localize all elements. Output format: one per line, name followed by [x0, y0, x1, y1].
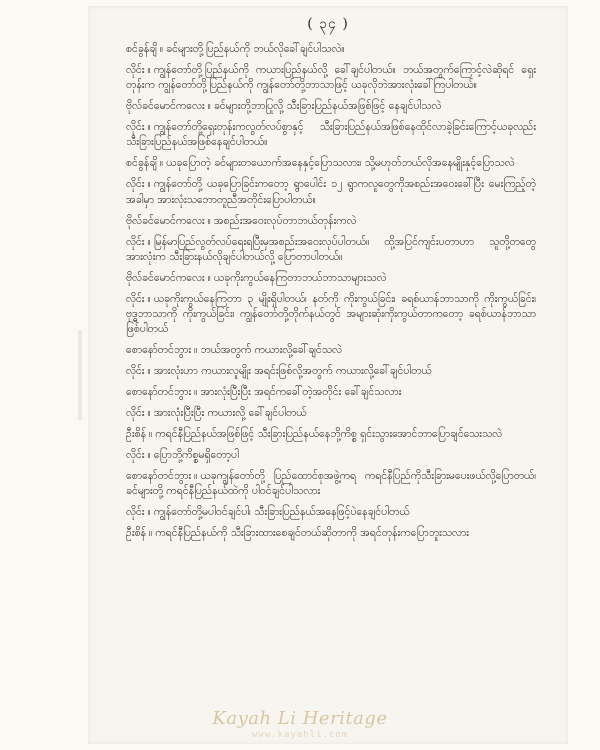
speaker-name: လိုင်း — [126, 235, 145, 248]
speaker-name: လိုင်း — [126, 64, 145, 76]
paragraph-text: အားလုံးပြီးပြီး အရင်ကခေါ်တဲ့အတိုင်း ခေါ်ချင်သလား — [200, 386, 402, 399]
speaker-name: လိုင်း — [126, 449, 145, 462]
book-page — [88, 6, 568, 744]
watermark-url: www.kayahli.com — [251, 730, 349, 740]
paragraph-text: ယခုကျွန်တော်တို့ ပြည်ထောင်စုအဖွဲ့ကရ ကရင်နီပြည်ကိုသီးခြားမပေးဖယ်လို့ပြောတယ်၊ ခင်များတို့ ကရင်နီပြည်နယ်ထဲကို ပါဝင်ချင်ပါသလား — [126, 470, 536, 498]
paragraph-text: ပြောဘို့ကိစ္စမရှိတော့ပါ — [153, 449, 239, 462]
paragraph: ဗိုလ်ခင်မောင်ကလေး ။ ခင်များတို့ဘာပြုလို့ သီးခြားပြည်နယ်အဖြစ်ဖြင့် နေချင်ပါသလဲ — [126, 100, 442, 113]
paragraph: စင်ခွန်ချိ ။ ခင်များတို့ပြည်နယ်ကို ဘယ်လိုခေါ်ချင်ပါသလဲ။ — [126, 43, 345, 55]
speaker-name: ဦးစိန် — [126, 428, 147, 441]
speaker-name: ဦးစိန် — [126, 527, 147, 540]
speaker-name: စင်ခွန်ချိ — [126, 43, 157, 55]
speaker-name: ဗိုလ်ခင်မောင်ကလေး — [126, 214, 205, 227]
paragraph-text: အားလုံးဟာ ကယားလူမျိုး အရင်းဖြစ်လို့အတွက် ကယားလို့ခေါ်ချင်ပါတယ် — [153, 365, 432, 378]
paragraph-text: ဘယ်အတွက် ကယားလို့ခေါ်ချင်သလဲ — [200, 344, 342, 357]
paragraph-text: ခင်များတို့ပြည်နယ်ကို ဘယ်လိုခေါ်ချင်ပါသလဲ။ — [166, 43, 345, 55]
speaker-name: လိုင်း — [126, 121, 145, 134]
paragraph-text: ကျွန်တော်တို့ပြည်နယ်ကို ကယားပြည်နယ်လို့ ခေါ်ချင်ပါတယ်။ ဘယ်အတွက်ကြောင့်လဲဆိုရင် ရှေးတုန်းက ကျွန်တော်တို့ပြည်နယ်ကို ကျွန်တော်တို့ဘာသာဖြင့် ယခုလိုဘဲအားလုံးခေါ်ကြပါတယ်။ — [126, 64, 536, 92]
paragraph: စောနော်တင်ဘွား ။ ယခုကျွန်တော်တို့ ပြည်ထောင်စုအဖွဲ့ကရ ကရင်နီပြည်ကိုသီးခြားမပေးဖယ်လို့ပြောတယ်၊ ခင်များတို့ ကရင်နီပြည်နယ်ထဲကို ပါဝင်ချင်ပါသလား — [126, 470, 536, 498]
watermark-title: Kayah Li Heritage — [212, 708, 388, 729]
transcript-body — [126, 42, 536, 547]
paragraph: လိုင်း ။ ယခုကိုးကွယ်နေကြတာ ၃ မျိုးရှိပါတယ်၊ နတ်ကို ကိုးကွယ်ခြင်း၊ ခရစ်ယာန်ဘာသာကို ကိုးကွယ်ခြင်း၊ ဗုဒ္ဓဘာသာကို ကိုးကွယ်ခြင်း၊ ကျွန်တော်တို့တိုက်နယ်တွင် အများဆုံးကိုးကွယ်တာကတော့ ခရစ်ယာန်ဘာသာဖြစ်ပါတယ် — [126, 292, 536, 336]
paragraph-text: အစည်းအဝေးလုပ်တာဘယ်တုန်းကလဲ — [213, 214, 357, 227]
speaker-name: လိုင်း — [126, 365, 145, 378]
speaker-name: စင်ခွန်ချိ — [126, 157, 157, 170]
speaker-name: လိုင်း — [126, 407, 145, 420]
paragraph: လိုင်း ။ ပြောဘို့ကိစ္စမရှိတော့ပါ — [126, 449, 239, 462]
paragraph-text: ကျွန်တော်တို့မပါဝင်ချင်ပါ၊ သီးခြားပြည်နယ်အနေဖြင့်ပဲနေချင်ပါတယ် — [153, 506, 410, 519]
paragraph-text: အားလုံးပြီးပြီး ကယားလို့ ခေါ်ချင်ပါတယ် — [153, 407, 307, 420]
speaker-name: ဗိုလ်ခင်မောင်ကလေး — [126, 271, 205, 284]
paragraph: လိုင်း ။ ကျွန်တော်တို့ ယခုပြောခြင်းကတော့ ရွာပေါင်း ၁၂ ရွာကလူတွေကိုအစည်းအဝေးခေါ်ပြီး မေးကြည့်တဲ့အခါမှာ အားလုံးသဘောတူညီအတိုင်းပြောပါတယ်။ — [126, 178, 536, 206]
speaker-name: လိုင်း — [126, 506, 145, 519]
paragraph: လိုင်း ။ ကျွန်တော်တို့ပြည်နယ်ကို ကယားပြည်နယ်လို့ ခေါ်ချင်ပါတယ်။ ဘယ်အတွက်ကြောင့်လဲဆိုရင် ရှေးတုန်းက ကျွန်တော်တို့ပြည်နယ်ကို ကျွန်တော်တို့ဘာသာဖြင့် ယခုလိုဘဲအားလုံးခေါ်ကြပါတယ်။ — [126, 64, 536, 92]
speaker-name: စောနော်တင်ဘွား — [126, 470, 192, 483]
paragraph: လိုင်း ။ အားလုံးပြီးပြီး ကယားလို့ ခေါ်ချင်ပါတယ် — [126, 407, 307, 420]
paragraph-text: ကျွန်တော်တို့ ယခုပြောခြင်းကတော့ ရွာပေါင်း ၁၂ ရွာကလူတွေကိုအစည်းအဝေးခေါ်ပြီး မေးကြည့်တဲ့အခါမှာ အားလုံးသဘောတူညီအတိုင်းပြောပါတယ်။ — [126, 178, 536, 206]
paragraph: လိုင်း ။ အားလုံးဟာ ကယားလူမျိုး အရင်းဖြစ်လို့အတွက် ကယားလို့ခေါ်ချင်ပါတယ် — [126, 365, 432, 378]
speaker-name: လိုင်း — [126, 178, 145, 191]
paragraph-text: ကရင်နီပြည်နယ်ကို သီးခြားထားစေချင်တယ်ဆိုတာကို အရင်တုန်းကပြောဘူးသလား — [155, 527, 469, 540]
paragraph: စင်ခွန်ချိ ။ ယခုပြောတဲ့ ခင်များတယောက်အနေနှင့်ပြောသလား၊ သို့မဟုတ်ဘယ်လိုအနေမျိုးနှင့်ပြောသလဲ — [126, 157, 515, 170]
paragraph-text: ယခုပြောတဲ့ ခင်များတယောက်အနေနှင့်ပြောသလား၊ သို့မဟုတ်ဘယ်လိုအနေမျိုးနှင့်ပြောသလဲ — [166, 157, 515, 170]
paragraph: စောနော်တင်ဘွား ။ ဘယ်အတွက် ကယားလို့ခေါ်ချင်သလဲ — [126, 344, 342, 357]
binding-shadow — [78, 330, 82, 420]
paragraph: စောနော်တင်ဘွား ။ အားလုံးပြီးပြီး အရင်ကခေါ်တဲ့အတိုင်း ခေါ်ချင်သလား — [126, 386, 402, 399]
paragraph-text: ယခုကိုးကွယ်နေကြတာဘယ်ဘာသာများသလဲ — [213, 271, 387, 284]
paragraph: လိုင်း ။ ကျွန်တော်တို့မပါဝင်ချင်ပါ၊ သီးခြားပြည်နယ်အနေဖြင့်ပဲနေချင်ပါတယ် — [126, 506, 410, 519]
paragraph: ဗိုလ်ခင်မောင်ကလေး ။ ယခုကိုးကွယ်နေကြတာဘယ်ဘာသာများသလဲ — [126, 271, 387, 284]
speaker-name: ဗိုလ်ခင်မောင်ကလေး — [126, 100, 205, 113]
speaker-name: စောနော်တင်ဘွား — [126, 344, 192, 357]
paragraph: ဗိုလ်ခင်မောင်ကလေး ။ အစည်းအဝေးလုပ်တာဘယ်တုန်းကလဲ — [126, 214, 357, 227]
paragraph-text: ယခုကိုးကွယ်နေကြတာ ၃ မျိုးရှိပါတယ်၊ နတ်ကို ကိုးကွယ်ခြင်း၊ ခရစ်ယာန်ဘာသာကို ကိုးကွယ်ခြင်း၊ ဗုဒ္ဓဘာသာကို ကိုးကွယ်ခြင်း၊ ကျွန်တော်တို့တိုက်နယ်တွင် အများဆုံးကိုးကွယ်တာကတော့ ခရစ်ယာန်ဘာသာဖြစ်ပါတယ် — [126, 292, 536, 336]
paragraph: လိုင်း ။ မြန်မာပြည်လွတ်လပ်ရေးရပြီးမှအစည်းအဝေးလုပ်ပါတယ်။ ထို့အပြင်ကျင်းပတာဟာ သူတို့တတွေအားလုံးက သီးခြားနယ်လိုချင်ပါတယ်လို့ ပြောတာပါတယ်။ — [126, 235, 536, 263]
paragraph: လိုင်း ။ ကျွန်တော်တို့ရှေးတုန်းကလွတ်လပ်စွာနှင့် သီးခြားပြည်နယ်အဖြစ်နေထိုင်လာခဲ့ခြင်းကြောင့်ယခုလည်းသီးခြားပြည်နယ်အဖြစ်နေချင်ပါတယ်။ — [126, 121, 536, 149]
paragraph-text: ကျွန်တော်တို့ရှေးတုန်းကလွတ်လပ်စွာနှင့် သီးခြားပြည်နယ်အဖြစ်နေထိုင်လာခဲ့ခြင်းကြောင့်ယခုလည်းသီးခြားပြည်နယ်အဖြစ်နေချင်ပါတယ်။ — [126, 121, 536, 149]
speaker-name: စောနော်တင်ဘွား — [126, 386, 192, 399]
page-number: ( ၃၄ ) — [307, 16, 349, 32]
speaker-name: လိုင်း — [126, 292, 145, 305]
paragraph-text: ကရင်နီပြည်နယ်အဖြစ်ဖြင့် သီးခြားပြည်နယ်နေဘို့ကိစ္စ ရှင်းသွားအောင်ဘာပြောချင်သေးသလဲ — [155, 428, 503, 441]
paragraph-text: မြန်မာပြည်လွတ်လပ်ရေးရပြီးမှအစည်းအဝေးလုပ်ပါတယ်။ ထို့အပြင်ကျင်းပတာဟာ သူတို့တတွေအားလုံးက သီးခြားနယ်လိုချင်ပါတယ်လို့ ပြောတာပါတယ်။ — [126, 235, 536, 263]
paragraph-text: ခင်များတို့ဘာပြုလို့ သီးခြားပြည်နယ်အဖြစ်ဖြင့် နေချင်ပါသလဲ — [213, 100, 442, 113]
paragraph: ဦးစိန် ။ ကရင်နီပြည်နယ်အဖြစ်ဖြင့် သီးခြားပြည်နယ်နေဘို့ကိစ္စ ရှင်းသွားအောင်ဘာပြောချင်သေးသလဲ — [126, 428, 503, 441]
paragraph: ဦးစိန် ။ ကရင်နီပြည်နယ်ကို သီးခြားထားစေချင်တယ်ဆိုတာကို အရင်တုန်းကပြောဘူးသလား — [126, 527, 469, 540]
